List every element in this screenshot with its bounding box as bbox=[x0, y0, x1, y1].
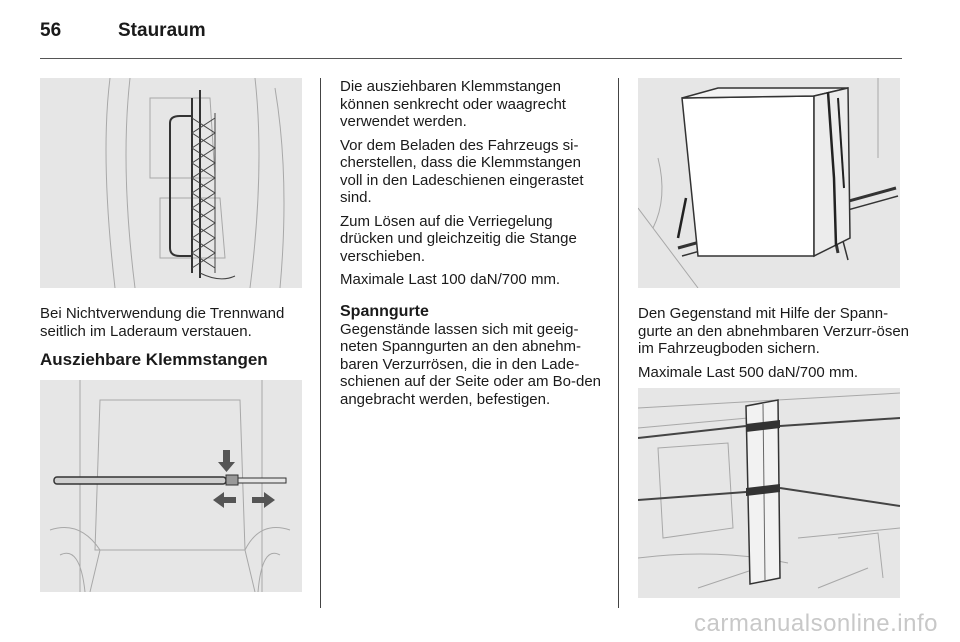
column-divider-1 bbox=[320, 78, 321, 608]
page-header bbox=[40, 18, 902, 58]
column-3-text bbox=[638, 305, 913, 387]
clamp-bar-illustration bbox=[40, 380, 302, 592]
watermark: carmanualsonline.info bbox=[694, 610, 938, 637]
column-2-text bbox=[340, 78, 605, 414]
figure-clamp-bar bbox=[40, 380, 302, 592]
column-divider-2 bbox=[618, 78, 619, 608]
page-number: 56 bbox=[40, 20, 62, 41]
header-rule bbox=[40, 58, 902, 59]
strapped-box-illustration bbox=[638, 78, 900, 288]
stow-caption: Bei Nichtverwendung die Trennwand seitlich im Laderaum verstauen. bbox=[40, 305, 285, 340]
strapped-column-illustration bbox=[638, 388, 900, 598]
paragraph-max-load-1: Maximale Last 100 daN/700 mm. bbox=[340, 271, 561, 288]
figure-stowed-partition bbox=[40, 78, 302, 288]
paragraph-max-load-2: Maximale Last 500 daN/700 mm. bbox=[638, 363, 859, 381]
paragraph-check: Vor dem Beladen des Fahrzeugs si-cherstellen, dass die Klemmstangen voll in den Ladeschienen eingerastet sind. bbox=[340, 136, 584, 206]
paragraph-release: Zum Lösen auf die Verriegelung drücken und gleichzeitig die Stange verschieben. bbox=[340, 212, 577, 265]
figure-strapped-column bbox=[638, 388, 900, 598]
page-title: Stauraum bbox=[118, 20, 206, 41]
paragraph-straps: Gegenstände lassen sich mit geeig-neten Spanngurten an den abnehm-baren Verzurrösen, die in den Lade-schienen auf der Seite oder am Bo-den angebracht werden, befestigen. bbox=[340, 320, 601, 408]
paragraph-usage: Die ausziehbaren Klemmstangen können senkrecht oder waagrecht verwendet werden. bbox=[340, 78, 566, 130]
section-heading-spanngurte: Spanngurte bbox=[340, 302, 429, 320]
figure-strapped-box bbox=[638, 78, 900, 288]
section-heading-klemmstangen: Ausziehbare Klemmstangen bbox=[40, 350, 268, 369]
paragraph-secure-object: Den Gegenstand mit Hilfe der Spann-gurte an den abnehmbaren Verzurr-ösen im Fahrzeugboden sichern. bbox=[638, 305, 910, 357]
stowed-partition-illustration bbox=[40, 78, 302, 288]
